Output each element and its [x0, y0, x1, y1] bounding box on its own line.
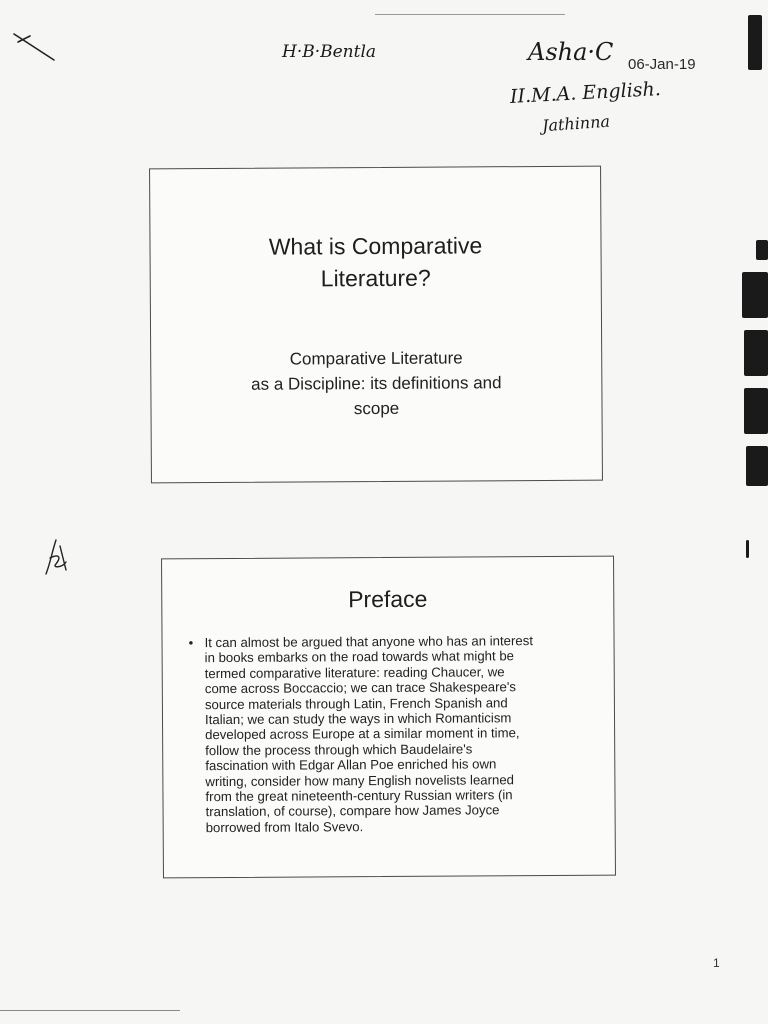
- scan-artifact-line: [375, 14, 565, 15]
- paragraph-line: come across Boccaccio; we can trace Shakespeare's: [204, 679, 516, 697]
- slide-title-line: What is Comparative: [268, 232, 483, 260]
- bullet-marker: •: [188, 635, 194, 651]
- paragraph-line: termed comparative literature: reading Chaucer, we: [204, 664, 505, 681]
- slide-title-line: Literature?: [320, 264, 431, 292]
- slide-heading: Preface: [348, 585, 428, 613]
- pen-stroke-mark: [10, 30, 60, 65]
- handwritten-name: H·B·Bentla: [282, 42, 377, 62]
- date-stamp: 06-Jan-19: [628, 56, 696, 73]
- slide-subtitle-line: scope: [353, 398, 400, 419]
- paragraph-line: fascination with Edgar Allan Poe enriched his own: [205, 756, 497, 774]
- paragraph-line: from the great nineteenth-century Russian writers (in: [205, 787, 513, 805]
- paragraph-line: developed across Europe at a similar moment in time,: [205, 725, 520, 743]
- paragraph-line: follow the process through which Baudelaire's: [205, 741, 473, 758]
- slide-title-card: [149, 166, 603, 484]
- page-edge-artifacts: [738, 10, 768, 570]
- scan-artifact-line: [0, 1010, 180, 1011]
- initials-scribble: [36, 534, 76, 578]
- paragraph-text: [204, 633, 594, 836]
- page-number: 1: [713, 956, 720, 970]
- paragraph-line: Italian; we can study the ways in which Romanticism: [204, 710, 512, 728]
- slide-subtitle-line: as a Discipline: its definitions and: [251, 373, 502, 394]
- handwritten-class: II.M.A. English.: [509, 78, 662, 108]
- paragraph-line: It can almost be argued that anyone who has an interest: [204, 633, 534, 651]
- bullet-paragraph: [188, 633, 594, 836]
- slide-subtitle: [151, 345, 601, 423]
- paragraph-line: writing, consider how many English novelists learned: [205, 771, 515, 789]
- paragraph-line: translation, of course), compare how James Joyce: [205, 802, 500, 820]
- slide-title: [150, 229, 600, 296]
- handwritten-signature: Asha·C: [528, 38, 614, 66]
- paragraph-line: source materials through Latin, French Spanish and: [204, 694, 508, 712]
- slide-subtitle-line: Comparative Literature: [289, 348, 463, 369]
- handwritten-college: Jathinna: [541, 111, 611, 136]
- paragraph-line: in books embarks on the road towards what might be: [204, 648, 515, 666]
- paragraph-line: borrowed from Italo Svevo.: [205, 819, 364, 835]
- slide-preface: [161, 556, 616, 879]
